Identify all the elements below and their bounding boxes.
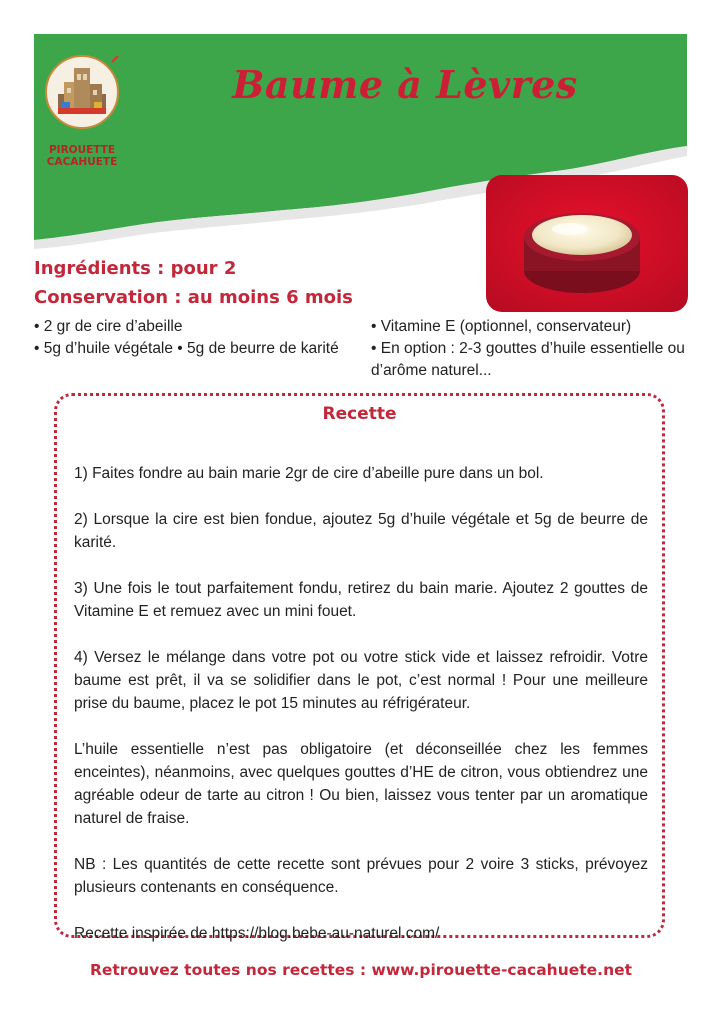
ingredient-item: • Vitamine E (optionnel, conservateur): [371, 318, 632, 335]
recipe-step: 4) Versez le mélange dans votre pot ou votre stick vide et laissez refroidir. Votre baume est prêt, il va se solidifier dans le pot, c’est normal ! Pour une meilleure prise du baume, placez le pot 15 minutes au réfrigérateur.: [74, 649, 648, 712]
recipe-meta: [34, 254, 353, 312]
recipe-step: 3) Une fois le tout parfaitement fondu, retirez du bain marie. Ajoutez 2 gouttes de Vitamine E et remuez avec un mini fouet.: [74, 580, 648, 620]
ingredients-right-column: [371, 316, 691, 382]
pirouette-cacahuete-logo: [44, 54, 120, 130]
lip-balm-photo: [486, 175, 688, 312]
recipe-source: Recette inspirée de https://blog.bebe-au-naturel.com/: [74, 925, 440, 942]
ingredient-item: • En option : 2-3 gouttes d’huile essentielle ou d’arôme naturel...: [371, 340, 685, 379]
logo-text: PIROUETTE CACAHUETE: [46, 144, 118, 168]
recipe-steps: [74, 462, 648, 945]
ingredient-item: • 2 gr de cire d’abeille: [34, 318, 183, 335]
conservation-heading: Conservation : au moins 6 mois: [34, 287, 353, 308]
recipe-note: NB : Les quantités de cette recette sont prévues pour 2 voire 3 sticks, prévoyez plusieurs contenants en conséquence.: [74, 856, 648, 896]
recipe-step: 2) Lorsque la cire est bien fondue, ajoutez 5g d’huile végétale et 5g de beurre de karité.: [74, 511, 648, 551]
recipe-title: Recette: [322, 404, 397, 424]
recipe-note: L’huile essentielle n’est pas obligatoire (et déconseillée chez les femmes enceintes), néanmoins, avec quelques gouttes d’HE de citron, vous obtiendrez une agréable odeur de tarte au citron ! Ou bien, laissez vous tenter par un aromatique naturel de fraise.: [74, 741, 648, 827]
ingredients-left-column: [34, 316, 354, 360]
ingredient-item: • 5g d’huile végétale • 5g de beurre de karité: [34, 340, 339, 357]
page-title: Baume à Lèvres: [232, 62, 578, 107]
ingredients-heading: Ingrédients : pour 2: [34, 258, 237, 279]
footer-link[interactable]: Retrouvez toutes nos recettes : www.pirouette-cacahuete.net: [89, 961, 633, 979]
recipe-step: 1) Faites fondre au bain marie 2gr de cire d’abeille pure dans un bol.: [74, 465, 544, 482]
